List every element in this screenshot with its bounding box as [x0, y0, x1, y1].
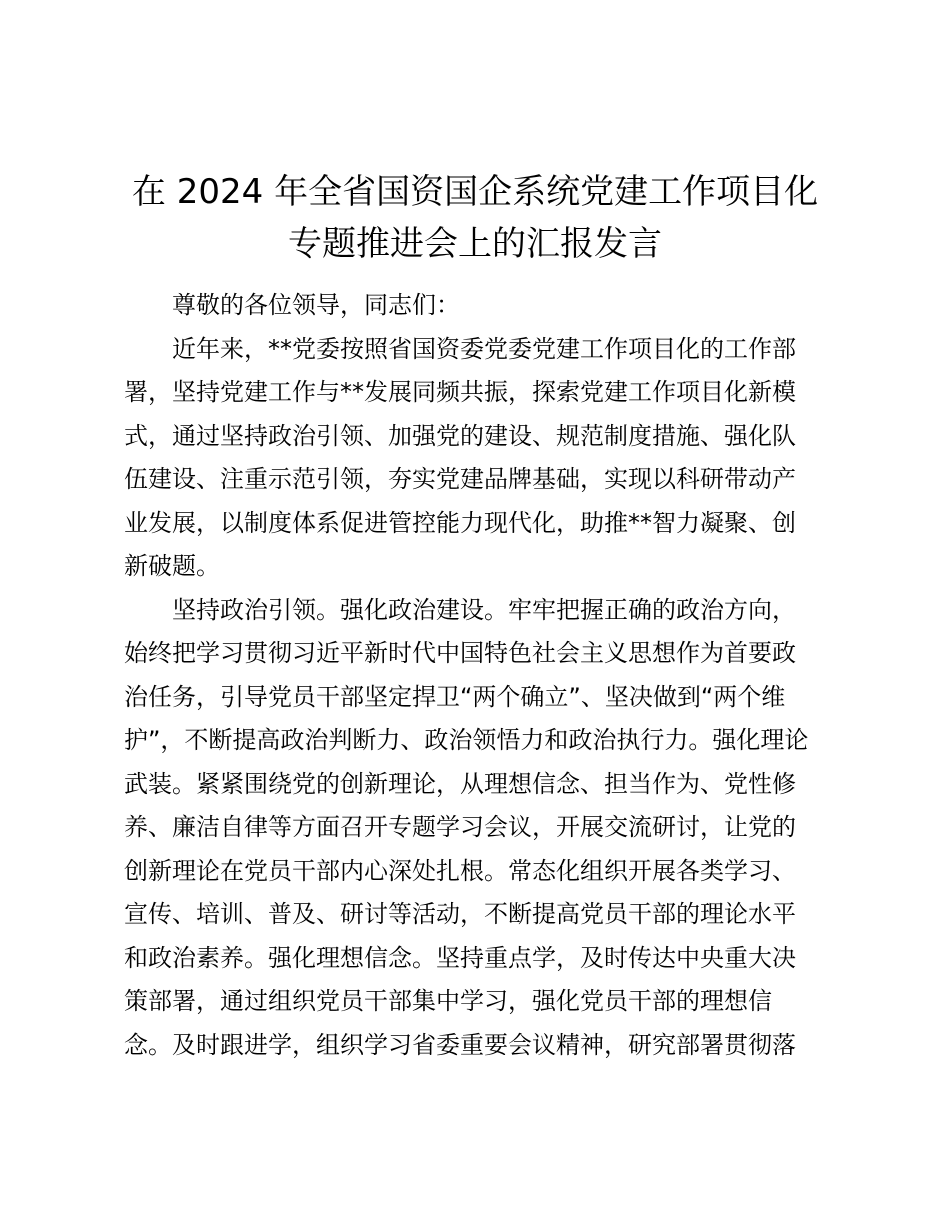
body-line: 治任务，引导党员干部坚定捍卫“两个确立”、坚决做到“两个维 [124, 683, 786, 711]
body-line: 策部署，通过组织党员干部集中学习，强化党员干部的理想信 [124, 987, 772, 1015]
body-line: 始终把学习贯彻习近平新时代中国特色社会主义思想作为首要政 [124, 639, 796, 667]
body-line: 近年来，**党委按照省国资委党委党建工作项目化的工作部 [172, 335, 796, 363]
body-line: 伍建设、注重示范引领，夯实党建品牌基础，实现以科研带动产 [124, 465, 796, 493]
body-line: 新破题。 [124, 552, 220, 580]
body-line: 式，通过坚持政治引领、加强党的建设、规范制度措施、强化队 [124, 422, 796, 450]
salutation: 尊敬的各位领导，同志们： [172, 291, 460, 319]
document-title [100, 166, 850, 270]
body-line: 创新理论在党员干部内心深处扎根。常态化组织开展各类学习、 [124, 857, 796, 885]
body-line: 署，坚持党建工作与**发展同频共振，探索党建工作项目化新模 [124, 378, 796, 406]
body-line: 念。及时跟进学，组织学习省委重要会议精神，研究部署贯彻落 [124, 1031, 796, 1059]
title-line-1: 在 2024 年全省国资国企系统党建工作项目化 [131, 172, 819, 212]
body-line: 宣传、培训、普及、研讨等活动，不断提高党员干部的理论水平 [124, 900, 796, 928]
body-line: 业发展，以制度体系促进管控能力现代化，助推**智力凝聚、创 [124, 509, 796, 537]
body-line: 坚持政治引领。强化政治建设。牢牢把握正确的政治方向， [172, 596, 796, 624]
title-line-2: 专题推进会上的汇报发言 [288, 224, 662, 264]
body-line: 养、廉洁自律等方面召开专题学习会议，开展交流研讨，让党的 [124, 813, 796, 841]
body-line: 武装。紧紧围绕党的创新理论，从理想信念、担当作为、党性修 [124, 770, 796, 798]
body-line: 护”，不断提高政治判断力、政治领悟力和政治执行力。强化理论 [124, 726, 809, 754]
body-line: 和政治素养。强化理想信念。坚持重点学，及时传达中央重大决 [124, 944, 796, 972]
